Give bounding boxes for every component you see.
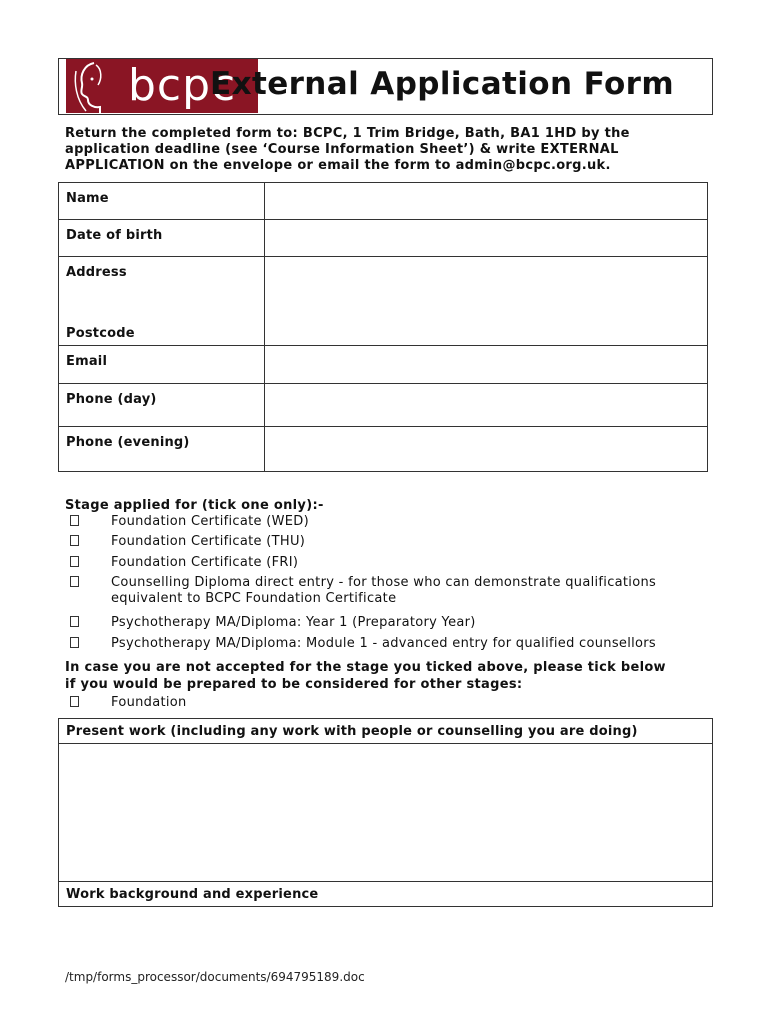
stage-option-label: equivalent to BCPC Foundation Certificate: [111, 591, 397, 606]
work-table: [58, 718, 713, 907]
phone-day-field[interactable]: [265, 384, 708, 427]
checkbox[interactable]: [70, 556, 79, 567]
name-field[interactable]: [265, 183, 708, 220]
stage-option[interactable]: [70, 534, 306, 550]
stage-option-label: Foundation Certificate (WED): [111, 514, 309, 529]
alternative-option[interactable]: [70, 695, 187, 711]
instructions-line: APPLICATION on the envelope or email the form to admin@bcpc.org.uk.: [65, 158, 611, 173]
page-title: External Application Form: [210, 66, 675, 102]
stage-option[interactable]: [70, 514, 309, 530]
stage-option-label: Psychotherapy MA/Diploma: Year 1 (Preparatory Year): [111, 615, 476, 630]
personal-details-table: [58, 182, 708, 472]
stage-option-label: Counselling Diploma direct entry - for those who can demonstrate qualifications: [111, 575, 657, 590]
present-work-label: Present work (including any work with people or counselling you are doing): [59, 719, 712, 744]
checkbox[interactable]: [70, 637, 79, 648]
alternative-option-label: Foundation: [111, 695, 187, 710]
footer-file-path: /tmp/forms_processor/documents/694795189.doc: [65, 970, 365, 984]
stage-option[interactable]: [70, 615, 476, 631]
alternative-stage-note: [65, 659, 666, 693]
dob-label: Date of birth: [59, 220, 265, 257]
checkbox[interactable]: [70, 535, 79, 546]
address-field[interactable]: [265, 257, 708, 346]
stage-option-label: Psychotherapy MA/Diploma: Module 1 - advanced entry for qualified counsellors: [111, 636, 656, 651]
work-background-label: Work background and experience: [66, 887, 319, 902]
stage-option[interactable]: [70, 636, 656, 652]
stage-title: Stage applied for (tick one only):-: [65, 498, 324, 513]
face-profile-icon: [66, 59, 126, 113]
alternative-line: if you would be prepared to be considered for other stages:: [65, 677, 523, 692]
stage-option-label: Foundation Certificate (THU): [111, 534, 306, 549]
phone-evening-field[interactable]: [265, 427, 708, 472]
checkbox[interactable]: [70, 576, 79, 587]
instructions: [65, 126, 705, 174]
name-label: Name: [59, 183, 265, 220]
email-label: Email: [59, 346, 265, 384]
instructions-line: Return the completed form to: BCPC, 1 Trim Bridge, Bath, BA1 1HD by the: [65, 126, 630, 141]
phone-day-label: Phone (day): [59, 384, 265, 427]
alternative-line: In case you are not accepted for the stage you ticked above, please tick below: [65, 660, 666, 675]
stage-option-label: Foundation Certificate (FRI): [111, 555, 299, 570]
stage-option[interactable]: [70, 555, 299, 571]
instructions-line: application deadline (see ‘Course Information Sheet’) & write EXTERNAL: [65, 142, 619, 157]
logo-text: bcpc: [128, 60, 237, 111]
postcode-label: Postcode: [66, 326, 135, 341]
address-label-cell: [59, 257, 265, 346]
checkbox[interactable]: [70, 515, 79, 526]
checkbox[interactable]: [70, 616, 79, 627]
address-label: Address: [66, 265, 127, 280]
dob-field[interactable]: [265, 220, 708, 257]
email-field[interactable]: [265, 346, 708, 384]
present-work-field[interactable]: [59, 744, 712, 882]
stage-option[interactable]: [70, 575, 657, 591]
checkbox[interactable]: [70, 696, 79, 707]
phone-evening-label: Phone (evening): [59, 427, 265, 472]
